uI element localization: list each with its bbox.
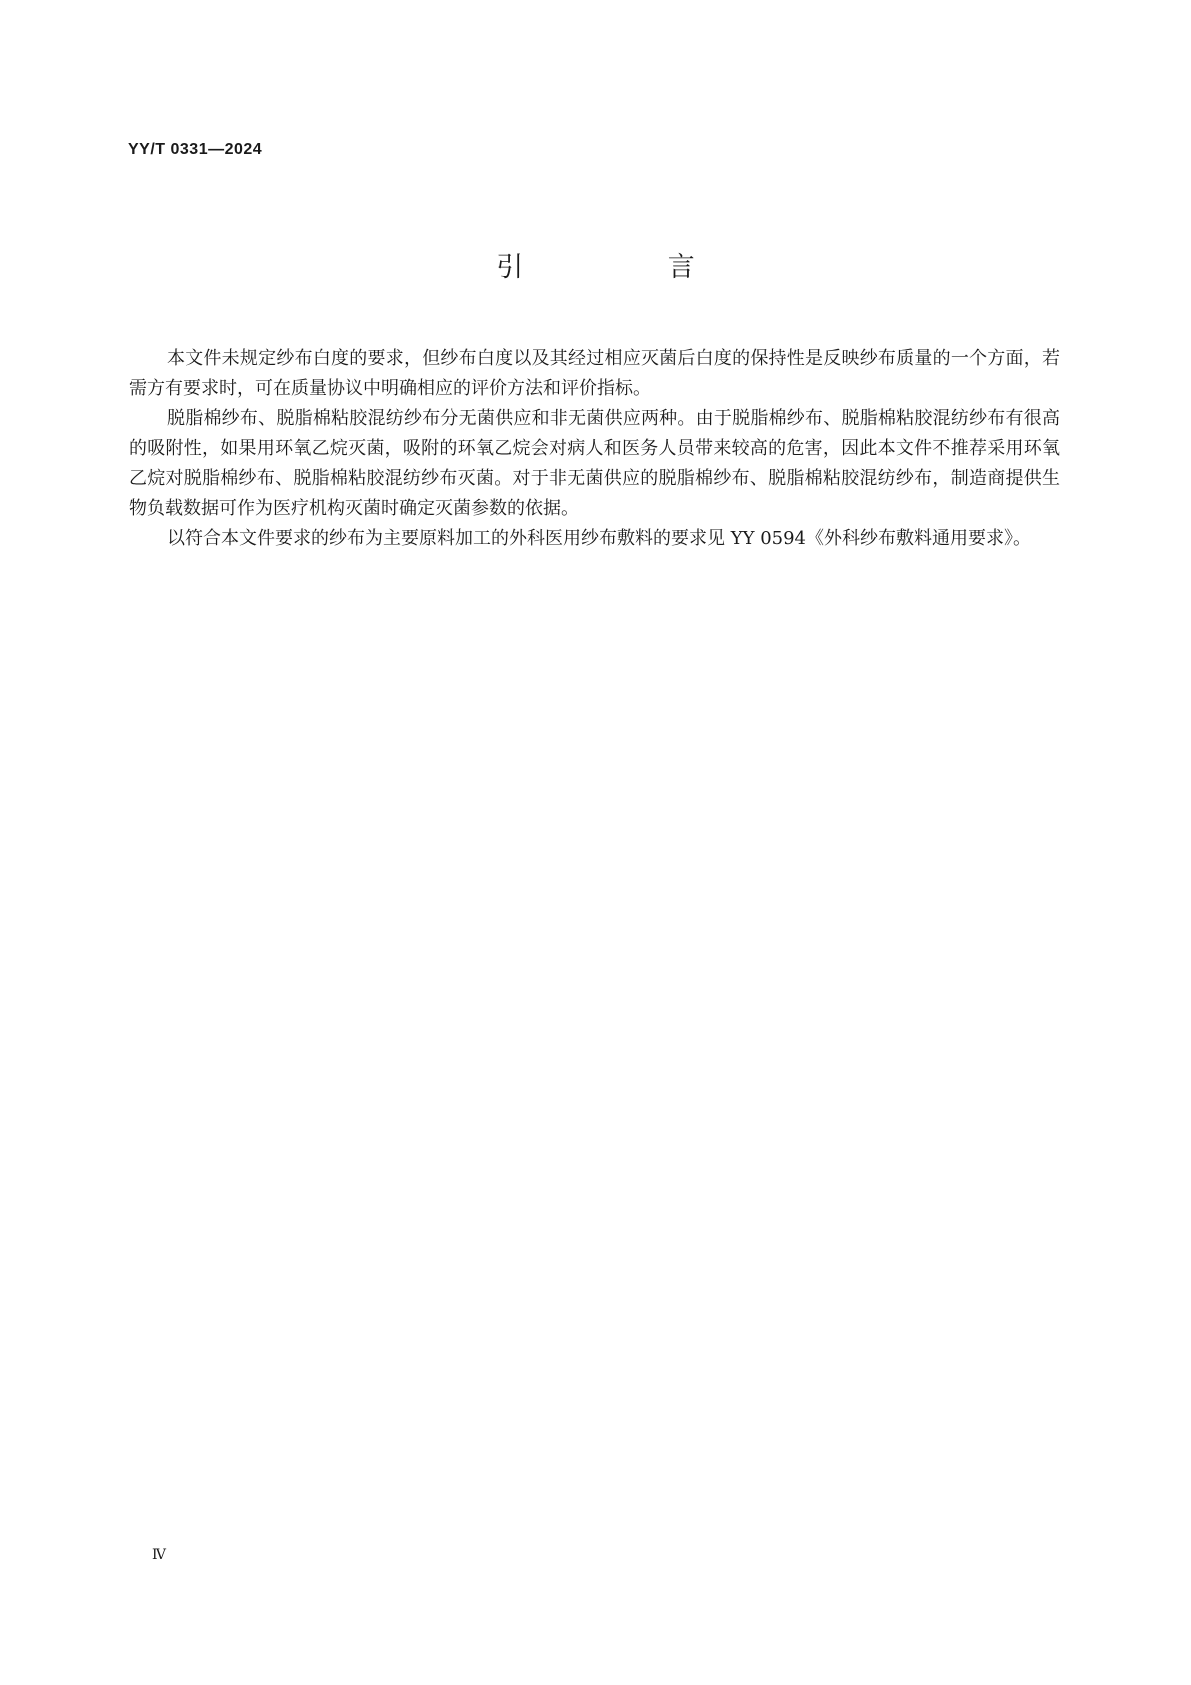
page-number: Ⅳ bbox=[152, 1547, 166, 1563]
paragraph-1: 本文件未规定纱布白度的要求，但纱布白度以及其经过相应灭菌后白度的保持性是反映纱布质量的一个方面，若需方有要求时，可在质量协议中明确相应的评价方法和评价指标。 bbox=[129, 348, 1060, 399]
document-body bbox=[129, 344, 1060, 554]
page-title: 引 言 bbox=[496, 252, 763, 283]
paragraph-3: 以符合本文件要求的纱布为主要原料加工的外科医用纱布敷料的要求见 YY 0594《外科纱布敷料通用要求》。 bbox=[167, 528, 1032, 549]
paragraph-2: 脱脂棉纱布、脱脂棉粘胶混纺纱布分无菌供应和非无菌供应两种。由于脱脂棉纱布、脱脂棉粘胶混纺纱布有很高的吸附性，如果用环氧乙烷灭菌，吸附的环氧乙烷会对病人和医务人员带来较高的危害，因此本文件不推荐采用环氧乙烷对脱脂棉纱布、脱脂棉粘胶混纺纱布灭菌。对于非无菌供应的脱脂棉纱布、脱脂棉粘胶混纺纱布，制造商提供生物负载数据可作为医疗机构灭菌时确定灭菌参数的依据。 bbox=[129, 408, 1060, 519]
standard-number: YY/T 0331—2024 bbox=[128, 141, 263, 158]
